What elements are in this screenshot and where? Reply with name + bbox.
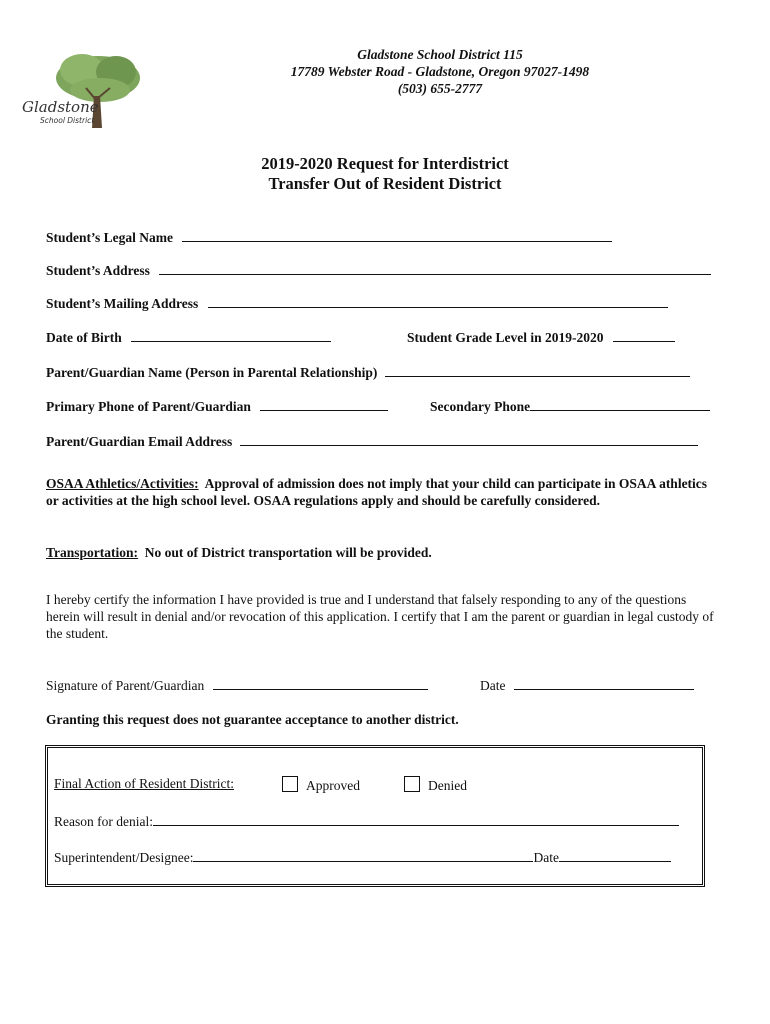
logo-text: Gladstone: [22, 98, 99, 116]
primary-phone-row: [46, 397, 388, 415]
legal-name-row: [46, 228, 612, 246]
denied-checkbox[interactable]: [404, 776, 420, 792]
logo-subtext: School District: [40, 116, 95, 125]
mailing-address-field[interactable]: [208, 294, 668, 308]
final-date-label: Date: [533, 850, 559, 865]
guardian-name-label: Parent/Guardian Name (Person in Parental Relationship): [46, 365, 378, 380]
signature-label: Signature of Parent/Guardian: [46, 678, 205, 693]
title-line-2: Transfer Out of Resident District: [268, 174, 502, 193]
superintendent-label: Superintendent/Designee:: [54, 850, 194, 865]
transportation-heading: Transportation:: [46, 545, 139, 560]
signature-row: [46, 676, 428, 694]
denied-option[interactable]: [404, 776, 467, 794]
dob-field[interactable]: [131, 328, 331, 342]
signature-date-label: Date: [480, 678, 506, 693]
approved-label: Approved: [306, 778, 360, 793]
grade-level-label: Student Grade Level in 2019-2020: [407, 330, 604, 345]
secondary-phone-label: Secondary Phone: [430, 399, 531, 414]
reason-label: Reason for denial:: [54, 814, 153, 829]
grade-level-row: [407, 328, 675, 346]
superintendent-field[interactable]: [193, 848, 533, 862]
approved-checkbox[interactable]: [282, 776, 298, 792]
final-action-box: [45, 745, 705, 887]
district-phone: (503) 655-2777: [397, 81, 483, 96]
email-label: Parent/Guardian Email Address: [46, 434, 233, 449]
superintendent-row: [54, 848, 671, 866]
title-line-1: 2019-2020 Request for Interdistrict: [261, 154, 509, 173]
legal-name-field[interactable]: [182, 228, 612, 242]
letterhead: [200, 46, 680, 97]
reason-field[interactable]: [153, 812, 679, 826]
certification-text: I hereby certify the information I have provided is true and I understand that falsely responding to any of the questions herein will result in denial and/or revocation of this application. I certify that I am the parent or guardian in legal custody of the student.: [46, 592, 714, 641]
secondary-phone-field[interactable]: [530, 397, 710, 411]
reason-row: [54, 812, 679, 830]
final-date-field[interactable]: [559, 848, 671, 862]
legal-name-label: Student’s Legal Name: [46, 230, 173, 245]
email-field[interactable]: [240, 432, 698, 446]
primary-phone-field[interactable]: [260, 397, 388, 411]
secondary-phone-row: [430, 397, 710, 415]
denied-label: Denied: [428, 778, 467, 793]
address-label: Student’s Address: [46, 263, 150, 278]
address-row: [46, 261, 711, 279]
osaa-notice: [46, 475, 716, 509]
mailing-address-row: [46, 294, 668, 312]
email-row: [46, 432, 698, 450]
primary-phone-label: Primary Phone of Parent/Guardian: [46, 399, 251, 414]
document-title: [130, 154, 640, 194]
district-address: 17789 Webster Road - Gladstone, Oregon 97027-1498: [290, 64, 590, 79]
district-logo: [20, 48, 150, 130]
signature-field[interactable]: [213, 676, 428, 690]
transportation-text: No out of District transportation will be provided.: [144, 545, 432, 560]
dob-label: Date of Birth: [46, 330, 122, 345]
address-field[interactable]: [159, 261, 711, 275]
signature-date-field[interactable]: [514, 676, 694, 690]
grade-level-field[interactable]: [613, 328, 675, 342]
osaa-heading: OSAA Athletics/Activities:: [46, 476, 199, 491]
district-name: Gladstone School District 115: [357, 47, 523, 62]
guardian-name-row: [46, 363, 690, 381]
transportation-notice: [46, 544, 716, 561]
dob-row: [46, 328, 331, 346]
guardian-name-field[interactable]: [385, 363, 690, 377]
mailing-address-label: Student’s Mailing Address: [46, 296, 199, 311]
final-action-label: Final Action of Resident District:: [54, 776, 234, 791]
acceptance-notice: Granting this request does not guarantee acceptance to another district.: [46, 712, 459, 727]
signature-date-row: [480, 676, 694, 694]
osaa-text: Approval of admission does not imply that your child can participate in OSAA athletics or activities at the high school level. OSAA regulations apply and should be carefully considered.: [46, 476, 708, 508]
approved-option[interactable]: [282, 776, 360, 794]
final-action-row: [54, 776, 234, 792]
